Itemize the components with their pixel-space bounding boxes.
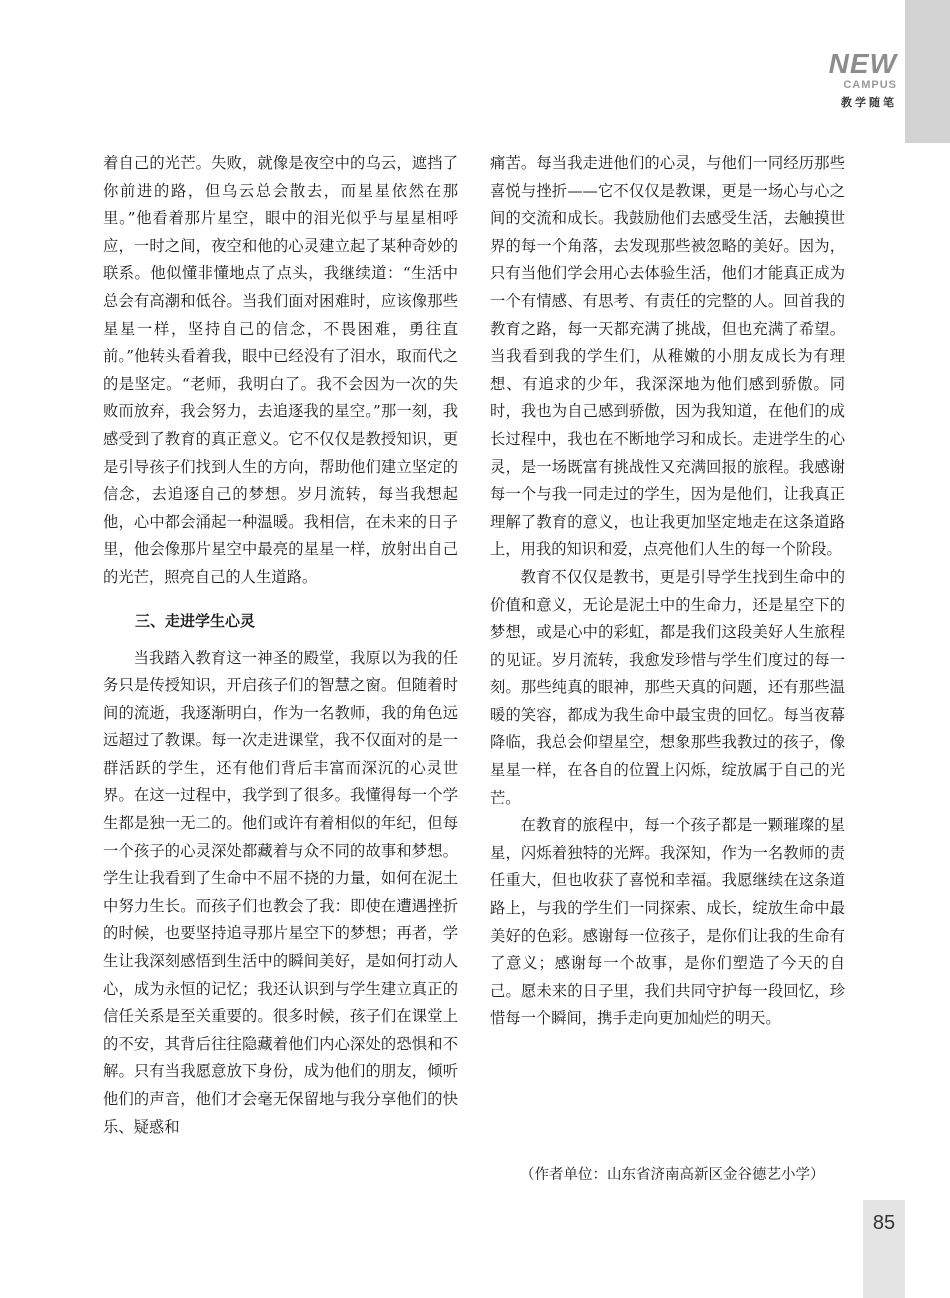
left-paragraph-1: 着自己的光芒。失败，就像是夜空中的乌云，遮挡了你前进的路，但乌云总会散去，而星星依然在那里。”他看着那片星空，眼中的泪光似乎与星星相呼应，一时之间，夜空和他的心灵建立起了某种奇妙的联系。他似懂非懂地点了点头，我继续道：“生活中总会有高潮和低谷。当我们面对困难时，应该像那些星星一样，坚持自己的信念，不畏困难，勇往直前。”他转头看着我，眼中已经没有了泪水，取而代之的是坚定。“老师，我明白了。我不会因为一次的失败而放弃，我会努力，去追逐我的星空。”那一刻，我感受到了教育的真正意义。它不仅仅是教授知识，更是引导孩子们找到人生的方向，帮助他们建立坚定的信念，去追逐自己的梦想。岁月流转，每当我想起他，心中都会涌起一种温暖。我相信，在未来的日子里，他会像那片星空中最亮的星星一样，放射出自己的光芒，照亮自己的人生道路。	[103, 154, 458, 586]
right-paragraph-1: 痛苦。每当我走进他们的心灵，与他们一同经历那些喜悦与挫折——它不仅仅是教课，更是一场心与心之间的交流和成长。我鼓励他们去感受生活，去触摸世界的每一个角落，去发现那些被忽略的美好。因为，只有当他们学会用心去体验生活，他们才能真正成为一个有情感、有思考、有责任的完整的人。回首我的教育之路，每一天都充满了挑战，但也充满了希望。当我看到我的学生们，从稚嫩的小朋友成长为有理想、有追求的少年，我深深地为他们感到骄傲。同时，我也为自己感到骄傲，因为我知道，在他们的成长过程中，我也在不断地学习和成长。走进学生的心灵，是一场既富有挑战性又充满回报的旅程。我感谢每一个与我一同走过的学生，因为是他们，让我真正理解了教育的意义，也让我更加坚定地走在这条道路上，用我的知识和爱，点亮他们人生的每一个阶段。	[490, 154, 845, 559]
magazine-brand	[829, 50, 897, 111]
left-paragraph-2: 当我踏入教育这一神圣的殿堂，我原以为我的任务只是传授知识，开启孩子们的智慧之窗。但随着时间的流逝，我逐渐明白，作为一名教师，我的角色远远超过了教课。每一次走进课堂，我不仅面对的是一群活跃的学生，还有他们背后丰富而深沉的心灵世界。在这一过程中，我学到了很多。我懂得每一个学生都是独一无二的。他们或许有着相似的年纪，但每一个孩子的心灵深处都藏着与众不同的故事和梦想。学生让我看到了生命中不屈不挠的力量，如何在泥土中努力生长。而孩子们也教会了我：即使在遭遇挫折的时候，也要坚持追寻那片星空下的梦想；再者，学生让我深刻感悟到生活中的瞬间美好，是如何打动人心，成为永恒的记忆；我还认识到与学生建立真正的信任关系是至关重要的。很多时候，孩子们在课堂上的不安，其背后往往隐藏着他们内心深处的恐惧和不解。只有当我愿意放下身份，成为他们的朋友，倾听他们的声音，他们才会毫无保留地与我分享他们的快乐、疑惑和	[103, 648, 458, 1136]
left-column	[103, 150, 458, 1141]
page-number: 85	[872, 1212, 896, 1234]
brand-new: NEW	[828, 48, 897, 79]
author-affiliation: （作者单位：山东省济南高新区金谷德艺小学）	[520, 1167, 825, 1183]
section-heading: 三、走进学生心灵	[135, 611, 256, 630]
brand-campus: CAMPUS	[843, 79, 897, 91]
right-paragraph-3: 在教育的旅程中，每一个孩子都是一颗璀璨的星星，闪烁着独特的光辉。我深知，作为一名教师的责任重大，但也收获了喜悦和幸福。我愿继续在这条道路上，与我的学生们一同探索、成长，绽放生命中最美好的色彩。感谢每一位孩子，是你们让我的生命有了意义；感谢每一个故事，是你们塑造了今天的自己。愿未来的日子里，我们共同守护每一段回忆，珍惜每一个瞬间，携手走向更加灿烂的明天。	[490, 816, 845, 1028]
right-paragraph-2: 教育不仅仅是教书，更是引导学生找到生命中的价值和意义，无论是泥土中的生命力，还是星空下的梦想，或是心中的彩虹，都是我们这段美好人生旅程的见证。岁月流转，我愈发珍惜与学生们度过的每一刻。那些纯真的眼神，那些天真的问题，还有那些温暖的笑容，都成为我生命中最宝贵的回忆。每当夜幕降临，我总会仰望星空，想象那些我教过的孩子，像星星一样，在各自的位置上闪烁，绽放属于自己的光芒。	[490, 567, 845, 807]
side-tab-decoration	[905, 0, 950, 143]
right-column	[490, 150, 845, 1033]
section-label: 教学随笔	[841, 96, 897, 109]
